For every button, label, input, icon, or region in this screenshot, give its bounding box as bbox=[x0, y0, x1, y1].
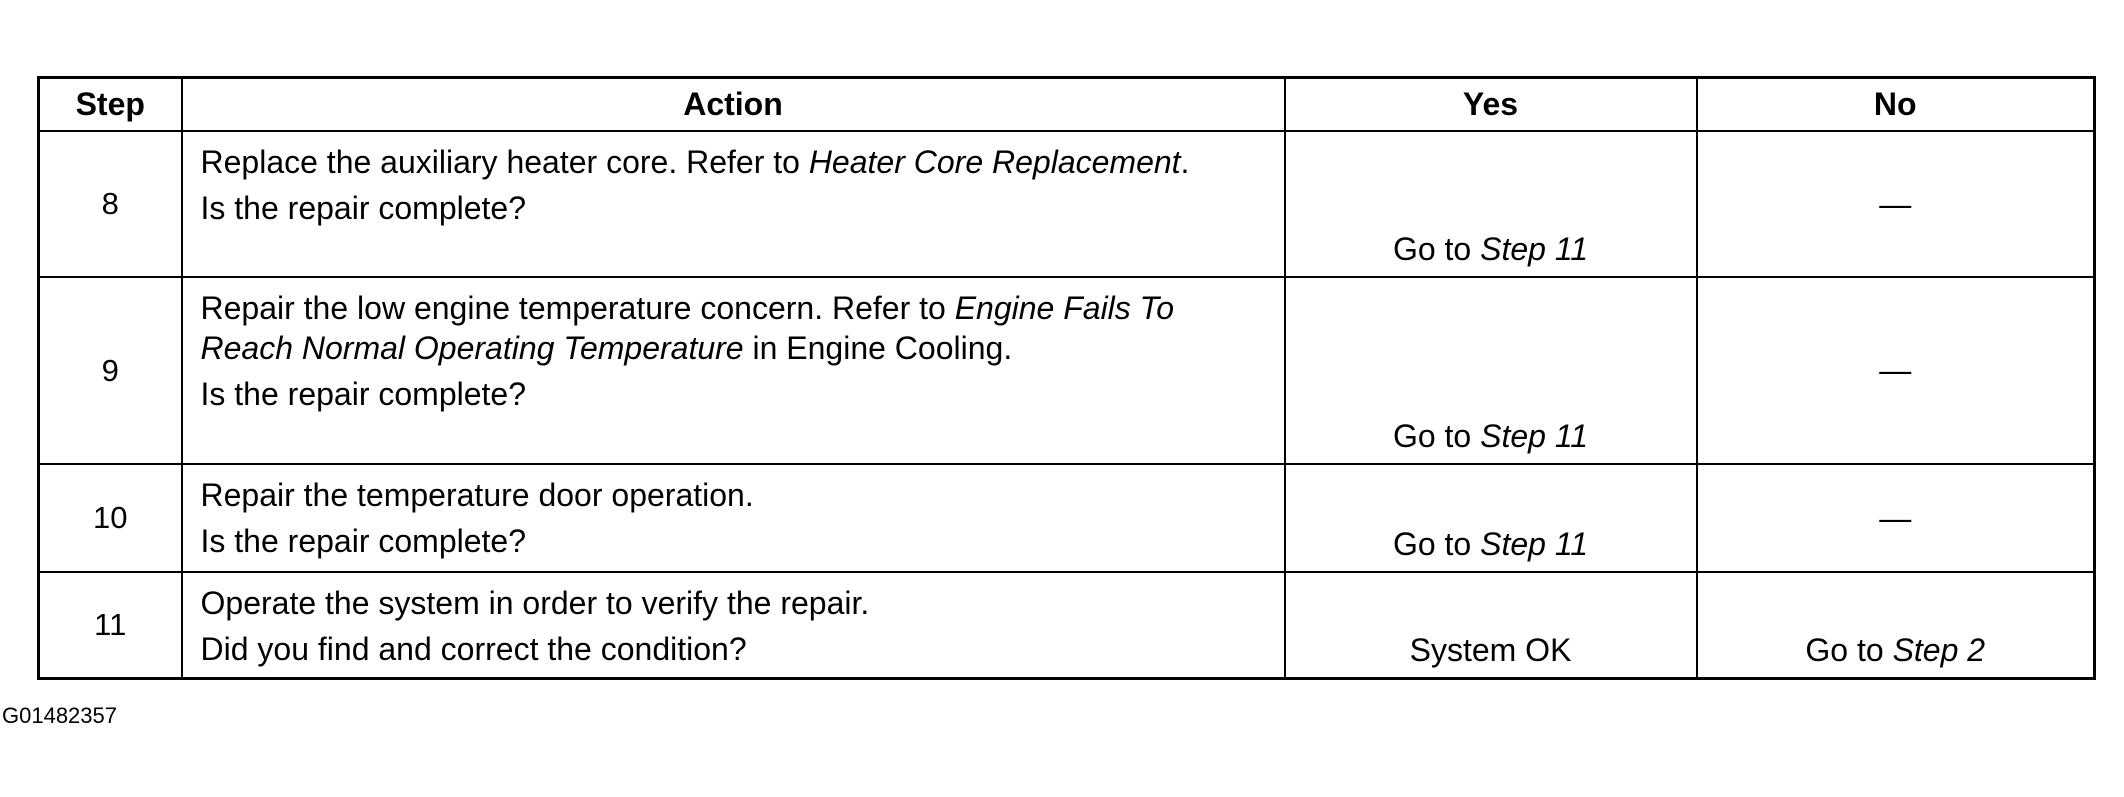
header-yes: Yes bbox=[1285, 78, 1697, 132]
action-instruction: Operate the system in order to verify the repair. bbox=[200, 585, 870, 621]
action-instruction bbox=[201, 142, 1266, 182]
header-action: Action bbox=[182, 78, 1285, 132]
action-cell bbox=[182, 572, 1285, 678]
action-cell bbox=[182, 277, 1285, 464]
yes-prefix: Go to bbox=[1392, 526, 1481, 562]
action-reference: Engine Fails To Reach Normal Operating Temperature bbox=[200, 290, 1175, 366]
table-row bbox=[39, 572, 2095, 678]
header-no: No bbox=[1697, 78, 2095, 132]
step-number: 10 bbox=[39, 464, 182, 572]
no-cell: — bbox=[1697, 131, 2095, 277]
yes-cell bbox=[1285, 464, 1697, 572]
action-text: Repair the low engine temperature concern. Refer to bbox=[200, 290, 955, 326]
yes-cell bbox=[1285, 277, 1697, 464]
yes-step-reference: Step 11 bbox=[1480, 526, 1589, 562]
no-cell: — bbox=[1697, 464, 2095, 572]
action-instruction: Repair the temperature door operation. bbox=[200, 477, 754, 513]
step-number: 9 bbox=[39, 277, 182, 464]
action-question: Is the repair complete? bbox=[200, 376, 526, 412]
action-question: Is the repair complete? bbox=[200, 190, 526, 226]
action-question: Did you find and correct the condition? bbox=[200, 631, 747, 667]
action-instruction bbox=[201, 288, 1266, 368]
no-cell: — bbox=[1697, 277, 2095, 464]
action-cell bbox=[182, 131, 1285, 277]
table-header-row bbox=[39, 78, 2095, 132]
yes-step-reference: Step 11 bbox=[1480, 231, 1589, 267]
action-reference: Heater Core Replacement bbox=[808, 144, 1181, 180]
header-step: Step bbox=[39, 78, 182, 132]
table-row bbox=[39, 464, 2095, 572]
table-row bbox=[39, 131, 2095, 277]
yes-cell: System OK bbox=[1285, 572, 1697, 678]
diagnostic-table bbox=[37, 76, 2096, 680]
table-row bbox=[39, 277, 2095, 464]
action-text: Replace the auxiliary heater core. Refer to bbox=[200, 144, 809, 180]
no-cell bbox=[1697, 572, 2095, 678]
yes-cell bbox=[1285, 131, 1697, 277]
step-number: 11 bbox=[39, 572, 182, 678]
action-tail: . bbox=[1180, 144, 1190, 180]
step-number: 8 bbox=[39, 131, 182, 277]
action-cell bbox=[182, 464, 1285, 572]
no-prefix: Go to bbox=[1805, 631, 1893, 668]
yes-prefix: Go to bbox=[1392, 231, 1481, 267]
figure-id: G01482357 bbox=[2, 703, 117, 728]
no-step-reference: Step 2 bbox=[1892, 631, 1986, 668]
action-tail: in Engine Cooling. bbox=[743, 330, 1013, 366]
yes-step-reference: Step 11 bbox=[1480, 418, 1589, 454]
yes-prefix: Go to bbox=[1392, 418, 1481, 454]
action-question: Is the repair complete? bbox=[200, 523, 526, 559]
